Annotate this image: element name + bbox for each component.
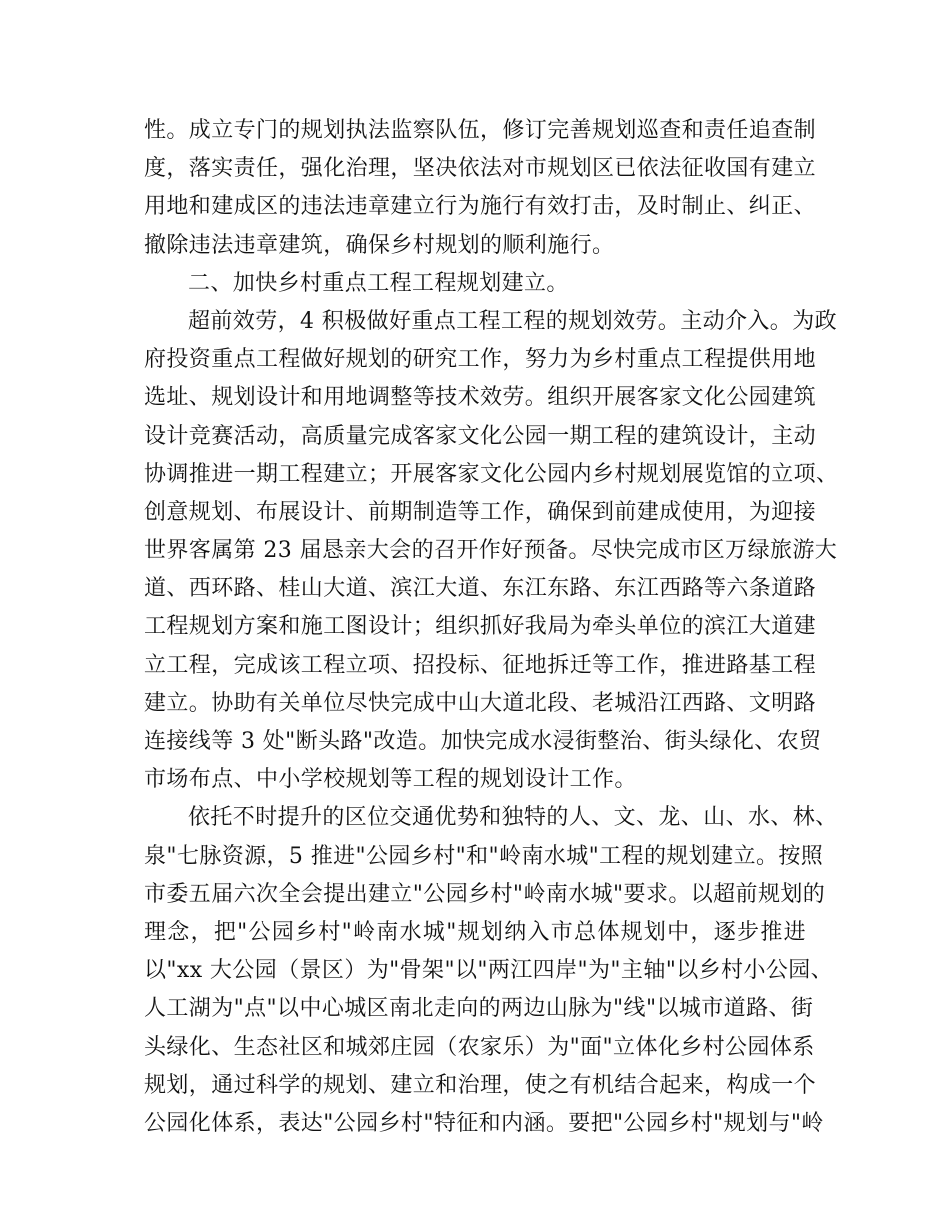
text-line: 用地和建成区的违法违章建立行为施行有效打击，及时制止、纠正、 — [144, 194, 817, 220]
text-line: 连接线等 3 处"断头路"改造。加快完成水浸街整治、街头绿化、农贸 — [144, 729, 822, 754]
paragraph — [144, 112, 817, 265]
text-line: 规划，通过科学的规划、建立和治理，使之有机结合起来，构成一个 — [144, 1072, 817, 1098]
text-line: 市场布点、中小学校规划等工程的规划设计工作。 — [144, 767, 637, 793]
text-line: 选址、规划设计和用地调整等技术效劳。组织开展客家文化公园建筑 — [144, 385, 817, 411]
text-line: 人工湖为"点"以中心城区南北走向的两边山脉为"线"以城市道路、街 — [144, 996, 814, 1022]
text-line: 府投资重点工程做好规划的研究工作，努力为乡村重点工程提供用地 — [144, 347, 817, 373]
text-line: 设计竞赛活动，高质量完成客家文化公园一期工程的建筑设计，主动 — [144, 423, 817, 449]
text-line: 二、加快乡村重点工程工程规划建立。 — [188, 270, 569, 296]
text-line: 理念，把"公园乡村"岭南水城"规划纳入市总体规划中，逐步推进 — [144, 919, 806, 945]
text-line: 创意规划、布展设计、前期制造等工作，确保到前建成使用，为迎接 — [144, 499, 817, 525]
document-body — [144, 112, 839, 1143]
text-line: 道、西环路、桂山大道、滨江大道、东江东路、东江西路等六条道路 — [144, 576, 817, 602]
text-line: 市委五届六次全会提出建立"公园乡村"岭南水城"要求。以超前规划的 — [144, 881, 826, 907]
paragraph — [144, 303, 839, 799]
paragraph — [144, 799, 838, 1143]
text-line: 依托不时提升的区位交通优势和独特的人、文、龙、山、水、林、 — [188, 805, 838, 831]
text-line: 性。成立专门的规划执法监察队伍，修订完善规划巡查和责任追查制 — [144, 118, 817, 143]
text-line: 世界客属第 23 届恳亲大会的召开作好预备。尽快完成市区万绿旅游大 — [144, 538, 838, 564]
text-line: 立工程，完成该工程立项、招投标、征地拆迁等工作，推进路基工程 — [144, 652, 817, 678]
text-line: 协调推进一期工程建立；开展客家文化公园内乡村规划展览馆的立项、 — [144, 461, 839, 487]
text-line: 超前效劳，4 积极做好重点工程工程的规划效劳。主动介入。为政 — [188, 308, 837, 334]
text-line: 泉"七脉资源，5 推进"公园乡村"和"岭南水城"工程的规划建立。按照 — [144, 843, 824, 869]
text-line: 工程规划方案和施工图设计；组织抓好我局为牵头单位的滨江大道建 — [144, 614, 817, 640]
text-line: 头绿化、生态社区和城郊庄园（农家乐）为"面"立体化乡村公园体系 — [144, 1034, 815, 1060]
text-line: 度，落实责任，强化治理，坚决依法对市规划区已依法征收国有建立 — [144, 156, 817, 182]
text-line: 建立。协助有关单位尽快完成中山大道北段、老城沿江西路、文明路 — [144, 690, 817, 716]
text-line: 公园化体系，表达"公园乡村"特征和内涵。要把"公园乡村"规划与"岭 — [144, 1110, 824, 1136]
text-line: 以"xx 大公园（景区）为"骨架"以"两江四岸"为"主轴"以乡村小公园、 — [144, 958, 834, 984]
paragraph — [144, 265, 806, 303]
text-line: 撤除违法违章建筑，确保乡村规划的顺利施行。 — [144, 232, 615, 258]
